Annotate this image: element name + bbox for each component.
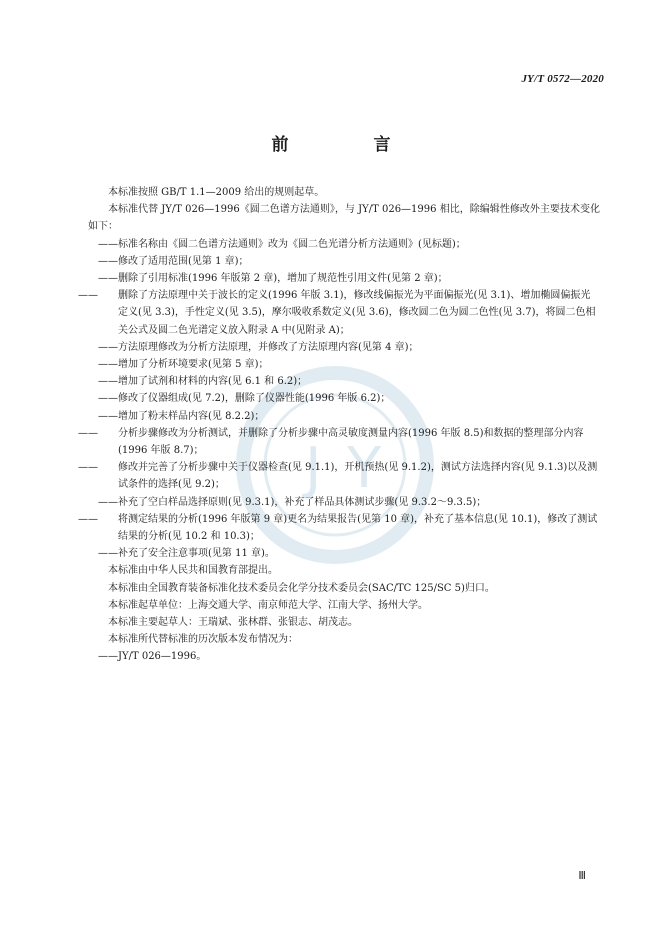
list-item: ——增加了分析环境要求(见第 5 章)； [98,359,269,371]
list-item: —— 修改并完善了分析步骤中关于仪器检查(见 9.1.1)，开机预热(见 9.1.2)，测试方法选择内容(见 9.1.3)以及测试条件的选择(见 9.2)； [78,462,598,491]
list-item: ——修改了仪器组成(见 7.2)，删除了仪器性能(1996 年版 6.2)； [98,393,391,405]
list-item: ——修改了适用范围(见第 1 章)； [98,255,249,267]
svg-text:J: J [305,436,322,501]
foreword-body [78,184,600,666]
list-item: —— 将测定结果的分析(1996 年版第 9 章)更名为结果报告(见第 10 章)，补充了基本信息(见 10.1)，修改了测试结果的分析(见 10.2 和 10.3)； [78,513,598,543]
standard-code: JY/T 0572—2020 [521,73,604,85]
paragraph: 本标准由全国教育装备标准化技术委员会化学分技术委员会(SAC/TC 125/SC 5)归口。 [108,582,495,594]
paragraph: 本标准起草单位：上海交通大学、南京师范大学、江南大学、扬州大学。 [108,599,428,611]
list-item: ——增加了试剂和材料的内容(见 6.1 和 6.2)； [98,376,308,388]
list-item: ——补充了安全注意事项(见第 11 章)。 [98,548,275,560]
list-item: —— 分析步骤修改为分析测试，并删除了分析步骤中高灵敏度测量内容(1996 年版 8.5)和数据的整理部分内容(1996 年版 8.7)； [78,427,584,457]
paragraph: 本标准按照 GB/T 1.1—2009 给出的规则起草。 [108,187,325,198]
list-item: ——删除了引用标准(1996 年版第 2 章)，增加了规范性引用文件(见第 2 章)； [98,273,448,285]
page-number: Ⅲ [578,870,586,882]
list-item: —— 删除了方法原理中关于波长的定义(1996 年版 3.1)，修改线偏振光为平面偏振光(见 3.1)、增加椭圆偏振光定义(见 3.3)，手性定义(见 3.5)，摩尔吸收系数定义(见 3.6)，修改圆二色为圆二色性(见 3.7)，将圆二色相关公式及圆二色光谱定义放入附录 A 中(见附录 A)； [78,290,596,336]
list-item: ——标准名称由《圆二色谱方法通则》改为《圆二色光谱分析方法通则》(见标题)； [98,238,466,250]
paragraph: 本标准所代替标准的历次版本发布情况为： [108,634,298,646]
svg-text:Y: Y [347,436,382,501]
paragraph: 本标准由中华人民共和国教育部提出。 [108,565,278,577]
changes-list [78,236,600,563]
list-item: ——JY/T 026—1996。 [98,651,207,663]
page-title: 前 言 [271,135,425,155]
list-item: ——方法原理修改为分析方法原理，并修改了方法原理内容(见第 4 章)； [98,341,419,353]
list-item: ——补充了空白样品选择原则(见 9.3.1)，补充了样品具体测试步骤(见 9.3.2～9.3.5)； [98,496,487,508]
paragraph: 本标准主要起草人：王瑞斌、张林群、张银志、胡茂志。 [108,617,358,629]
list-item: ——增加了粉末样品内容(见 8.2.2)； [98,410,265,422]
paragraph: 本标准代替 JY/T 026—1996《圆二色谱方法通则》，与 JY/T 026—1996 相比，除编辑性修改外主要技术变化如下： [88,204,600,233]
